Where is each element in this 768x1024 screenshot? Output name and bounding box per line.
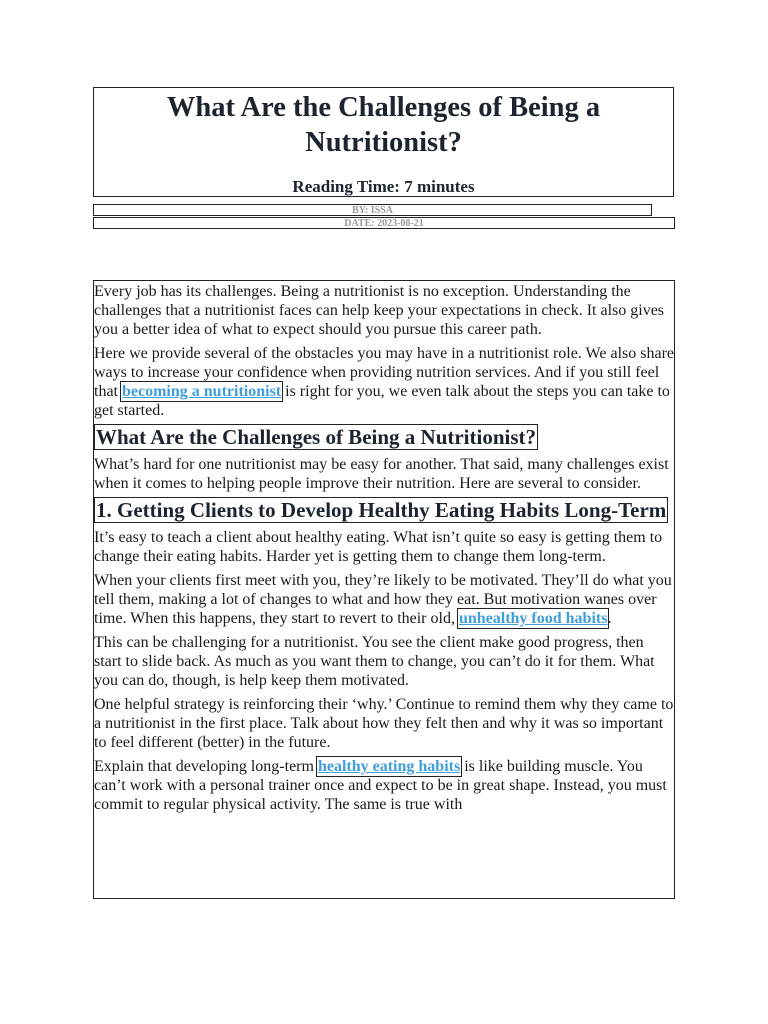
article-header	[93, 87, 674, 197]
unhealthy-food-habits-link[interactable]: unhealthy food habits	[458, 610, 608, 627]
section-heading-challenges	[94, 425, 674, 450]
section-heading-healthy-habits	[94, 498, 674, 523]
author-byline: BY: ISSA	[93, 204, 652, 216]
becoming-a-nutritionist-link[interactable]: becoming a nutritionist	[122, 383, 282, 400]
habits-paragraph-3: This can be challenging for a nutritionist. You see the client make good progress, then start to slide back. As much as you want them to change, you can’t do it for them. What you can do, though, is help keep them motivated.	[94, 634, 655, 689]
habits-paragraph-5-text-end: is like building muscle. You can’t work with a personal trainer once and expect to be in great shape. Instead, you must commit to regular physical activity. The same is true with	[94, 758, 667, 813]
publish-date: DATE: 2023-08-21	[93, 217, 675, 229]
habits-paragraph-2-text-start: When your clients first meet with you, they’re likely to be motivated. They’ll do what you tell them, making a lot of changes to what and how they eat. But motivation wanes over time. When this happens, they start to revert to their old,	[94, 572, 672, 627]
habits-paragraph-5	[94, 757, 674, 814]
section-heading-challenges-text: What Are the Challenges of Being a Nutritionist?	[96, 425, 537, 449]
habits-paragraph-2-text-end: .	[607, 610, 612, 627]
challenges-intro-paragraph: What’s hard for one nutritionist may be easy for another. That said, many challenges exist when it comes to helping people improve their nutrition. Here are several to consider.	[94, 456, 669, 492]
section-heading-healthy-habits-text: 1. Getting Clients to Develop Healthy Eating Habits Long-Term	[96, 498, 667, 522]
overview-text-start: Here we provide several of the obstacles you may have in a nutritionist role. We also share ways to increase your confidence when providing nutrition services. And if you still feel that	[94, 345, 675, 400]
intro-paragraph: Every job has its challenges. Being a nutritionist is no exception. Understanding the challenges that a nutritionist faces can help keep your expectations in check. It also gives you a better idea of what to expect should you pursue this career path.	[94, 283, 665, 338]
overview-paragraph	[94, 344, 674, 420]
page-title-line-2: Nutritionist?	[305, 127, 462, 158]
habits-paragraph-5-text-start: Explain that developing long-term	[94, 758, 318, 775]
page-title	[94, 88, 673, 160]
habits-paragraph-1: It’s easy to teach a client about healthy eating. What isn’t quite so easy is getting them to change their eating habits. Harder yet is getting them to change them long-term.	[94, 529, 663, 565]
habits-paragraph-2	[94, 571, 674, 628]
habits-paragraph-4: One helpful strategy is reinforcing their ‘why.’ Continue to remind them why they came to a nutritionist in the first place. Talk about how they felt then and why it was so important to feel different (better) in the future.	[94, 696, 674, 751]
overview-text-end: is right for you, we even talk about the steps you can take to get started.	[94, 383, 670, 419]
article-body	[93, 280, 675, 899]
healthy-eating-habits-link[interactable]: healthy eating habits	[317, 758, 461, 775]
page-title-line-1: What Are the Challenges of Being a	[166, 92, 601, 123]
reading-time: Reading Time: 7 minutes	[292, 177, 475, 196]
